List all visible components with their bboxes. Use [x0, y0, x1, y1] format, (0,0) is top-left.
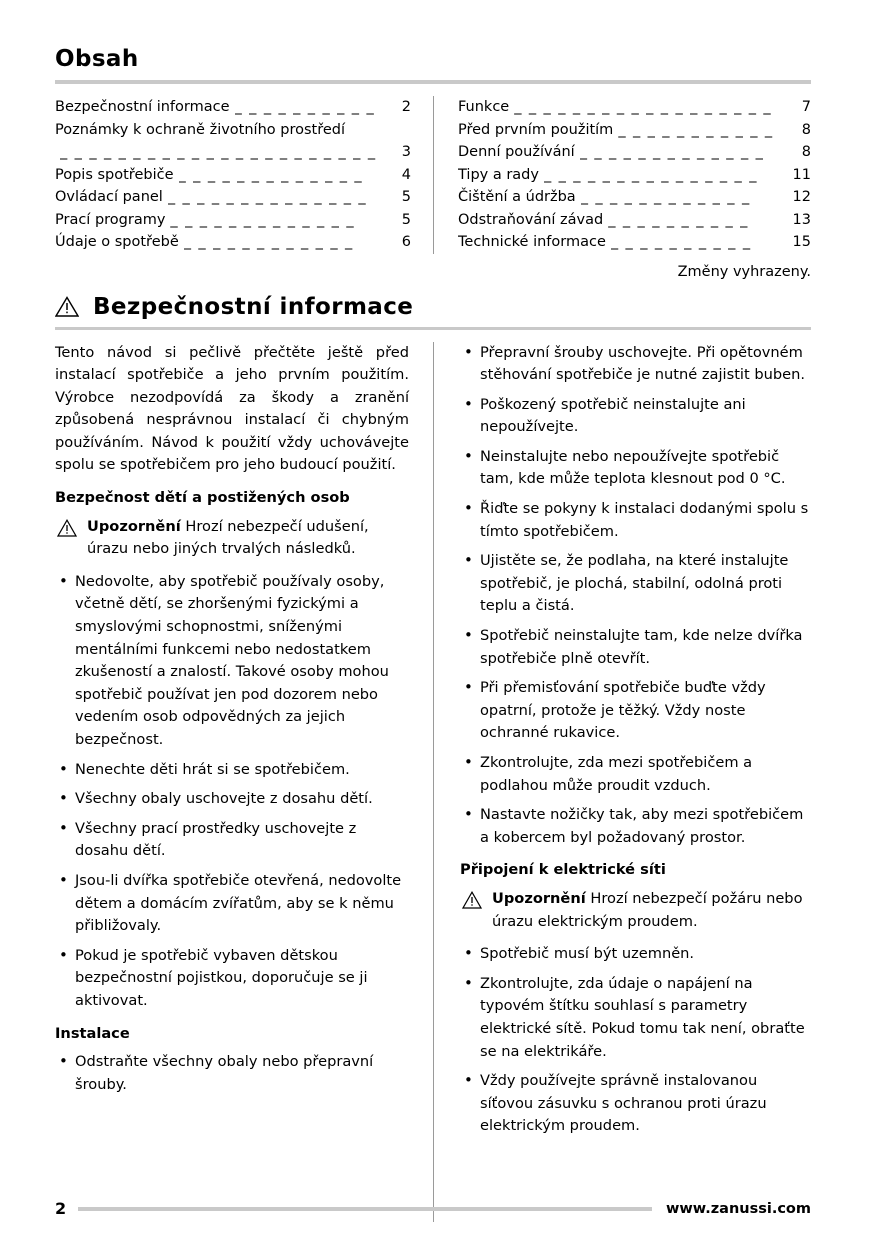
- list-item: • Zkontrolujte, zda mezi spotřebičem a podlahou může proudit vzduch.: [460, 752, 811, 797]
- changes-note: Změny vyhrazeny.: [677, 263, 811, 280]
- toc-entry-page: 4: [401, 166, 411, 183]
- list-item: • Nedovolte, aby spotřebič používaly osoby, včetně dětí, se zhoršenými fyzickými a smyslovými schopnostmi, sníženými mentálními funkcemi nebo nedostatkem zkušeností a znalostí. Takové osoby mohou spotřebič používat jen pod dozorem nebo vedením osob odpovědných za jejich bezpečnost.: [55, 571, 409, 752]
- warning-label: Upozornění: [87, 517, 181, 535]
- toc-entry[interactable]: [458, 119, 811, 142]
- toc-entry-leader: _ _ _ _ _ _ _ _ _ _ _ _ _: [579, 144, 765, 160]
- toc-entry-leader: _ _ _ _ _ _ _ _ _ _: [610, 234, 752, 250]
- list-item: • Ujistěte se, že podlaha, na které instalujte spotřebič, je plochá, stabilní, odolná proti teplu a čistá.: [460, 550, 811, 618]
- list-item: • Nenechte děti hrát si se spotřebičem.: [55, 759, 409, 782]
- warning-body: Hrozí nebezpečí požáru nebo úrazu elektrickým proudem.: [492, 889, 803, 930]
- toc-entry[interactable]: [458, 209, 811, 232]
- section-title: Bezpečnostní informace: [93, 293, 414, 320]
- section-divider: [55, 327, 811, 330]
- toc-entry-page: 12: [792, 189, 811, 205]
- toc-entry-title: Bezpečnostní informace: [55, 99, 230, 115]
- list-item: • Všechny obaly uschovejte z dosahu dětí.: [55, 788, 409, 811]
- installation-bullet-list-right: [460, 342, 811, 850]
- body-column-left: [55, 342, 433, 1222]
- toc-entry-title: Funkce: [458, 99, 510, 115]
- warning-block-electrical: [460, 888, 811, 933]
- body-column-right: [433, 342, 811, 1222]
- warning-label: Upozornění: [492, 889, 586, 907]
- toc-entry-leader: _ _ _ _ _ _ _ _ _ _ _ _ _ _ _ _ _ _: [514, 99, 773, 115]
- electrical-bullet-list: [460, 943, 811, 1138]
- toc-entry-leader: _ _ _ _ _ _ _ _ _ _ _ _ _: [170, 211, 355, 228]
- list-item: • Vždy používejte správně instalovanou síťovou zásuvku s ochranou proti úrazu elektrickým proudem.: [460, 1070, 811, 1138]
- installation-bullet-list-left: [55, 1051, 409, 1096]
- toc-entry-title: Ovládací panel: [55, 189, 163, 205]
- toc-entry-leader: _ _ _ _ _ _ _ _ _ _ _ _ _ _: [167, 189, 368, 205]
- list-item: • Pokud je spotřebič vybaven dětskou bezpečnostní pojistkou, doporučuje se ji aktivovat.: [55, 945, 409, 1013]
- toc-entry-title: Před prvním použitím: [458, 121, 614, 138]
- toc-entry-page: 5: [401, 189, 411, 205]
- toc-heading: Obsah: [55, 46, 139, 72]
- toc-entry[interactable]: [55, 231, 411, 254]
- warning-triangle-icon: [462, 891, 482, 909]
- list-item: • Poškozený spotřebič neinstalujte ani nepoužívejte.: [460, 394, 811, 439]
- footer-divider: [78, 1207, 652, 1211]
- toc-entry-leader: _ _ _ _ _ _ _ _ _ _ _ _ _: [178, 166, 364, 183]
- toc-entry[interactable]: [55, 186, 411, 209]
- children-safety-bullet-list: [55, 571, 409, 1013]
- toc-entry-page: 2: [401, 99, 411, 115]
- toc-entry-title: Údaje o spotřebě: [55, 234, 179, 250]
- toc-entry-leader: _ _ _ _ _ _ _ _ _ _ _ _: [580, 189, 751, 205]
- list-item: • Řiďte se pokyny k instalaci dodanými spolu s tímto spotřebičem.: [460, 498, 811, 543]
- website-link[interactable]: www.zanussi.com: [665, 1200, 811, 1217]
- warning-text-children: [87, 516, 409, 561]
- subheading-installation: Instalace: [55, 1024, 130, 1042]
- list-item: • Odstraňte všechny obaly nebo přepravní šrouby.: [55, 1051, 409, 1096]
- toc-entry-page: 6: [401, 234, 411, 250]
- subheading-electrical-connection: Připojení k elektrické síti: [460, 861, 666, 879]
- toc-entry-title: Odstraňování závad: [458, 211, 604, 228]
- toc-entry-leader: _ _ _ _ _ _ _ _ _ _ _: [618, 121, 774, 138]
- toc-entry[interactable]: [458, 231, 811, 254]
- toc-column-left: [55, 96, 433, 254]
- toc-entry-page: 8: [801, 121, 811, 138]
- toc-entry-title: Tipy a rady: [458, 166, 539, 183]
- toc-entry-title: Popis spotřebiče: [55, 166, 174, 183]
- toc-entry-page: 7: [801, 99, 811, 115]
- toc-entry-leader: _ _ _ _ _ _ _ _ _ _: [234, 99, 376, 115]
- toc-entry-title: Prací programy: [55, 211, 166, 228]
- toc-entry[interactable]: [55, 141, 411, 164]
- toc-entry-title: Technické informace: [458, 234, 606, 250]
- list-item: • Všechny prací prostředky uschovejte z dosahu dětí.: [55, 818, 409, 863]
- list-item: • Spotřebič neinstalujte tam, kde nelze dvířka spotřebiče plně otevřít.: [460, 625, 811, 670]
- heading-divider: [55, 80, 811, 84]
- toc-entry-leader: _ _ _ _ _ _ _ _ _ _ _ _ _ _ _: [543, 166, 758, 183]
- toc-entry-page: 11: [792, 166, 811, 183]
- toc-entry-page: 5: [401, 211, 411, 228]
- toc-entry-page: 8: [801, 144, 811, 160]
- toc-entry[interactable]: [458, 96, 811, 119]
- toc-entry-page: 3: [401, 144, 411, 160]
- list-item: • Při přemisťování spotřebiče buďte vždy opatrní, protože je těžký. Vždy noste ochranné rukavice.: [460, 677, 811, 745]
- toc-entry-title: Denní používání: [458, 144, 575, 160]
- table-of-contents: [55, 96, 811, 254]
- list-item: • Spotřebič musí být uzemněn.: [460, 943, 811, 966]
- list-item: • Jsou-li dvířka spotřebiče otevřená, nedovolte dětem a domácím zvířatům, aby se k němu přibližovaly.: [55, 870, 409, 938]
- toc-entry-leader: _ _ _ _ _ _ _ _ _ _: [608, 211, 749, 228]
- list-item: • Přepravní šrouby uschovejte. Při opětovném stěhování spotřebiče je nutné zajistit buben.: [460, 342, 811, 387]
- toc-entry-title: Čištění a údržba: [458, 189, 576, 205]
- page-number: 2: [55, 1199, 67, 1218]
- page-footer: [55, 1199, 811, 1218]
- intro-paragraph: Tento návod si pečlivě přečtěte ještě před instalací spotřebiče a jeho prvním použitím. Výrobce nezodpovídá za škody a zranění způsobená nesprávnou instalací či chybným používáním. Návod k použití vždy uchovávejte spolu se spotřebičem pro jeho budoucí použití.: [55, 343, 409, 474]
- toc-entry[interactable]: [458, 141, 811, 164]
- toc-entry[interactable]: [458, 186, 811, 209]
- subheading-children-safety: Bezpečnost dětí a postižených osob: [55, 489, 350, 507]
- warning-block-children: [55, 516, 409, 561]
- toc-entry-page: 13: [792, 211, 811, 228]
- warning-text-electrical: [492, 888, 811, 933]
- warning-body: Hrozí nebezpečí udušení, úrazu nebo jiných trvalých následků.: [87, 517, 369, 558]
- list-item: • Nastavte nožičky tak, aby mezi spotřebičem a kobercem byl požadovaný prostor.: [460, 804, 811, 849]
- toc-entry[interactable]: [55, 164, 411, 187]
- toc-entry[interactable]: [458, 164, 811, 187]
- list-item: • Zkontrolujte, zda údaje o napájení na typovém štítku souhlasí s parametry elektrické sítě. Pokud tomu tak není, obraťte se na elektrikáře.: [460, 973, 811, 1063]
- toc-column-right: [433, 96, 811, 254]
- body-columns: [55, 342, 811, 1222]
- toc-entry-leader: _ _ _ _ _ _ _ _ _ _ _ _ _ _ _ _ _ _ _ _ _ _: [60, 144, 377, 160]
- warning-triangle-icon: [55, 296, 79, 317]
- toc-entry-title[interactable]: Poznámky k ochraně životního prostředí: [55, 121, 346, 138]
- toc-entry-page: 15: [792, 234, 811, 250]
- warning-triangle-icon: [57, 519, 77, 537]
- toc-entry[interactable]: [55, 96, 411, 119]
- toc-entry-leader: _ _ _ _ _ _ _ _ _ _ _ _: [183, 234, 354, 250]
- section-header: [55, 294, 811, 320]
- list-item: • Neinstalujte nebo nepoužívejte spotřebič tam, kde může teplota klesnout pod 0 °C.: [460, 446, 811, 491]
- toc-entry[interactable]: [55, 209, 411, 232]
